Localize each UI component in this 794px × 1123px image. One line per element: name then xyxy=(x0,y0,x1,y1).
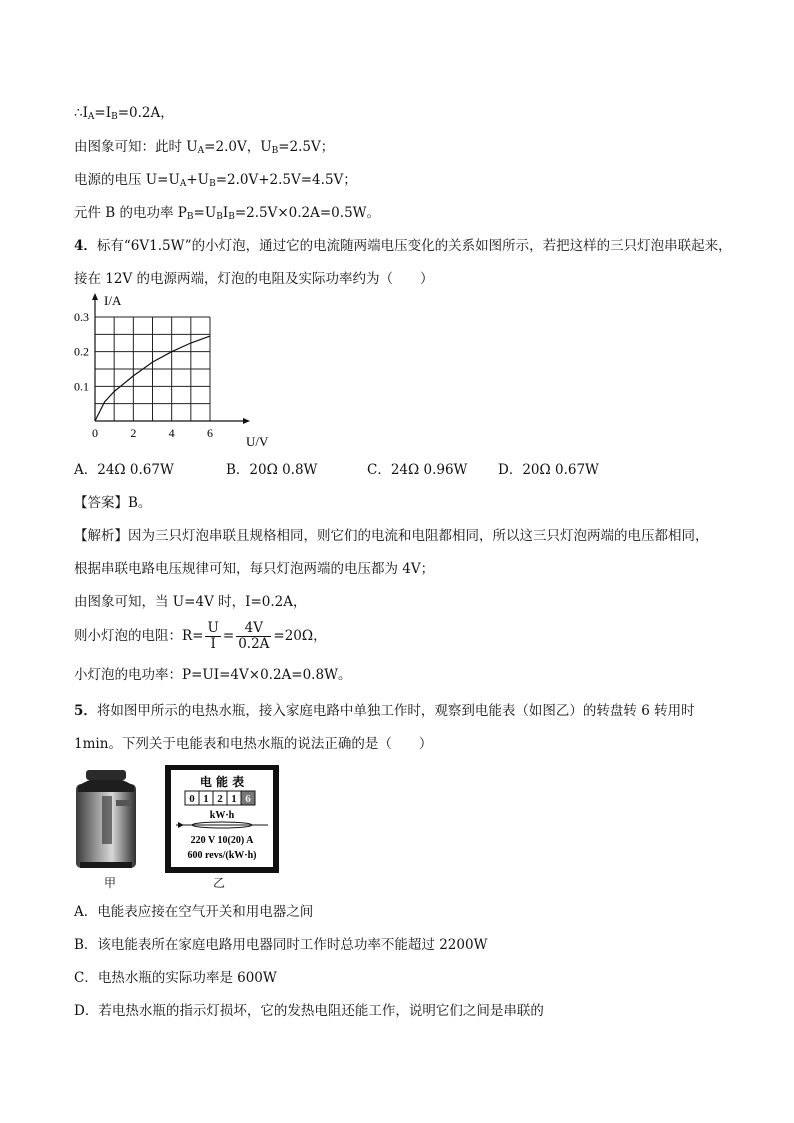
y-axis-label: I/A xyxy=(104,293,122,308)
caption-jia: 甲 xyxy=(104,876,117,890)
q5-option-c[interactable]: C．电热水瓶的实际功率是 600W xyxy=(74,970,277,986)
graph-axes xyxy=(92,293,250,424)
electric-kettle-image xyxy=(72,766,146,872)
q5-option-a[interactable]: A．电能表应接在空气开关和用电器之间 xyxy=(74,904,314,920)
x-tick-label: 4 xyxy=(168,426,175,440)
q4-analysis-line-2: 根据串联电路电压规律可知，每只灯泡两端的电压都为 4V； xyxy=(74,561,435,577)
meter-digits xyxy=(185,791,255,805)
meter-digit: 6 xyxy=(245,793,251,805)
y-axis-arrow xyxy=(92,293,98,300)
q5-option-b[interactable]: B．该电能表所在家庭电路用电器同时工作时总功率不能超过 2200W xyxy=(74,937,488,953)
solution-line-3: 电源的电压 $U=U_A+U_B=2.0V+2.5V=4.5V$； xyxy=(74,172,357,189)
q4-option-c[interactable]: C．24Ω 0.96W xyxy=(367,462,468,478)
meter-unit: kW·h xyxy=(209,810,235,821)
q5-option-d[interactable]: D．若电热水瓶的指示灯损坏，它的发热电阻还能工作，说明它们之间是串联的 xyxy=(74,1003,544,1019)
meter-digit: 1 xyxy=(203,793,209,805)
meter-title: 电 能 表 xyxy=(199,775,245,789)
q4-option-b[interactable]: B．20Ω 0.8W xyxy=(226,462,318,478)
q4-number: 4． xyxy=(74,238,97,254)
x-axis-label: U/V xyxy=(246,434,269,449)
q4-option-d[interactable]: D．20Ω 0.67W xyxy=(498,462,599,478)
caption-yi: 乙 xyxy=(213,876,226,890)
q5-number: 5． xyxy=(74,703,97,719)
fraction-u-over-i: $\frac{U}{I}$ xyxy=(207,620,219,652)
iv-graph xyxy=(66,290,296,450)
q4-text-line-1: 4．标有“6V1.5W”的小灯泡，通过它的电流随两端电压变化的关系如图所示，若把这样的三只灯泡串联起来， xyxy=(74,238,732,254)
solution-line-4: 元件 B 的电功率 $P_B=U_BI_B=2.5V\times 0.2A=0.5W$。 xyxy=(74,205,381,222)
q5-text-line-1: 5．将如图甲所示的电热水瓶，接入家庭电路中单独工作时，观察到电能表（如图乙）的转盘转 6 转用时 xyxy=(74,703,695,719)
x-tick-label: 0 xyxy=(92,426,98,440)
q4-option-a[interactable]: A．24Ω 0.67W xyxy=(74,462,174,478)
meter-digit: 1 xyxy=(231,793,237,805)
solution-line-1: $\therefore I_A=I_B=0.2A$， xyxy=(74,105,174,122)
y-tick-label: 0.3 xyxy=(74,310,89,324)
solution-line-2: 由图象可知：此时 $U_A=2.0V$，$U_B=2.5V$； xyxy=(74,139,335,156)
q5-text-line-2: 1min。下列关于电能表和电热水瓶的说法正确的是（ ） xyxy=(74,736,433,752)
meter-rating: 220 V 10(20) A xyxy=(190,835,254,846)
fraction-4v-over-0-2a: $\frac{4V}{0.2A}$ xyxy=(238,620,270,652)
q4-analysis-line-3: 由图象可知，当 U=4V 时，I=0.2A， xyxy=(74,594,307,610)
y-tick-label: 0.1 xyxy=(74,379,89,394)
q4-analysis-line-1: 【解析】因为三只灯泡串联且规格相同，则它们的电流和电阻都相同，所以这三只灯泡两端的电压都相同， xyxy=(74,528,709,544)
meter-revs: 600 revs/(kW·h) xyxy=(187,850,257,861)
x-axis-arrow xyxy=(243,418,250,424)
meter-digit: 0 xyxy=(189,793,195,805)
x-tick-label: 2 xyxy=(130,426,137,440)
graph-grid xyxy=(95,317,210,421)
q4-analysis-line-5: 小灯泡的电功率：P=UI=4V×0.2A=0.8W。 xyxy=(74,667,352,683)
q4-text-line-2: 接在 12V 的电源两端，灯泡的电阻及实际功率约为（ ） xyxy=(74,271,434,287)
x-tick-label: 6 xyxy=(207,426,213,440)
meter-digit: 2 xyxy=(217,793,223,805)
q4-analysis-line-4: 则小灯泡的电阻：R= $\frac{U}{I}$ = $\frac{4V}{0.2A}$ =20Ω， xyxy=(74,620,327,652)
electric-meter-image xyxy=(164,764,280,874)
y-tick-label: 0.2 xyxy=(74,344,89,359)
q4-answer: 【答案】B。 xyxy=(74,495,152,511)
